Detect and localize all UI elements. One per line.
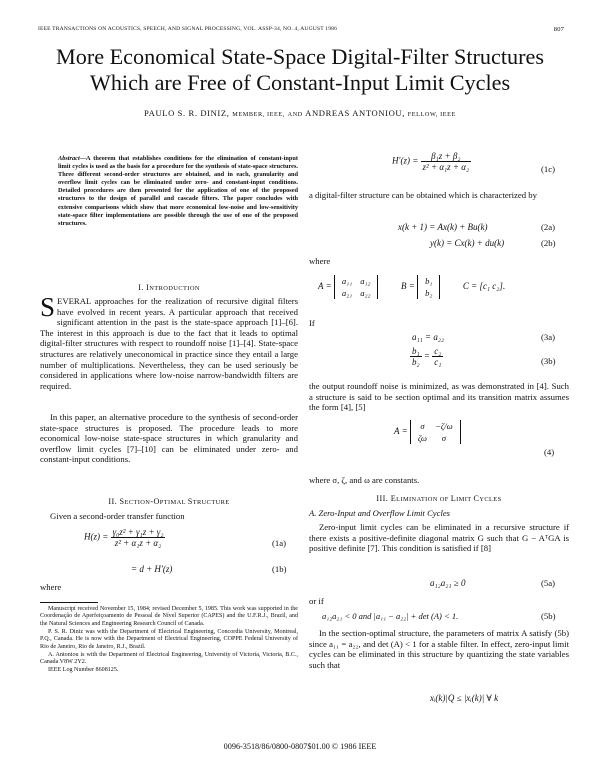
matrix-a-entry: a₁₁ (341, 276, 353, 286)
section-3-cap-1: E (390, 494, 397, 503)
equation-2b-number: (2b) (541, 238, 556, 248)
matrix-a (334, 275, 379, 299)
section-1-para-1 (40, 292, 298, 391)
eq-3b-fraction-2 (432, 346, 443, 367)
eq-1a-numerator: γ₀z² + γ₁z + γ₂ (112, 527, 164, 537)
running-header (38, 26, 564, 36)
section-3-rest-2: IMIT (456, 496, 474, 503)
section-3-rest-1: LIMINATION OF (396, 496, 451, 503)
matrix-a2 (410, 420, 461, 444)
section-3-cap-3: C (473, 494, 480, 503)
equation-2a-number: (2a) (541, 222, 555, 232)
section-2-rest-3: TRUCTURE (192, 499, 230, 506)
eq-1a-lhs: H(z) = (84, 531, 109, 542)
section-2-rest-1: ECTION (124, 499, 151, 506)
equation-4 (394, 420, 461, 444)
matrix-a2-label: A = (394, 426, 408, 437)
author-and: AND (287, 111, 303, 118)
eq-3b-num-2: c₂ (434, 346, 442, 356)
equation-3b-number: (3b) (541, 356, 556, 366)
footnote-log: IEEE Log Number 8608125. (48, 667, 119, 674)
title-line-1: More Economical State-Space Digital-Filter Structures (56, 44, 544, 69)
section-2-rest-2: PTIMAL (159, 499, 188, 506)
eq-3b-num-1: b₁ (412, 346, 420, 356)
equation-2a: x(k + 1) = Ax(k) + Bu(k) (398, 222, 488, 232)
where-right: where (309, 256, 331, 266)
abstract (58, 155, 298, 228)
section-3-number: III. (376, 494, 389, 503)
eq-1c-denominator: z² + α₁z + α₂ (422, 162, 470, 172)
matrix-b (417, 275, 440, 299)
equation-1b-number: (1b) (272, 564, 287, 574)
matrix-b-entry: b₂ (425, 288, 433, 298)
page-number: 807 (553, 26, 564, 33)
eq-3b-fraction-1 (410, 346, 422, 367)
eq-1c-fraction (421, 151, 472, 172)
equation-5b: a₁₂a₂₁ < 0 and |a₁₁ − a₂₂| + det (A) < 1. (322, 611, 459, 621)
section-2-cap-2: -O (150, 497, 160, 506)
matrix-a-entry: a₂₁ (341, 288, 353, 298)
matrix-a2-entry: −ζ/ω (434, 421, 453, 431)
footnote-antoniou: A. Antoniou is with the Department of Electrical Engineering, University of Victoria, Victoria, B.C., Canada V8W 2Y2. (40, 651, 298, 666)
matrix-b-row (421, 275, 436, 287)
matrix-a2-row (414, 432, 457, 444)
if-text: If (309, 318, 315, 328)
equation-3b (410, 346, 443, 367)
subsection-a-heading: A. Zero-Input and Overflow Limit Cycles (309, 508, 450, 518)
author-2-grade: FELLOW, IEEE (407, 111, 456, 118)
author-1: PAULO S. R. DINIZ, (144, 108, 230, 118)
equation-5a-number: (5a) (541, 578, 555, 588)
eq-3b-equals: = (423, 350, 430, 361)
section-3-cap-2: L (450, 494, 457, 503)
title-line-2: Which are Free of Constant-Input Limit Cycles (89, 70, 511, 95)
right-text-4: Zero-input limit cycles can be eliminated in a recursive structure if there exists a positive-definite diagonal matrix G such that G − AᵀGA is positive definite [7]. This condition is satisfied if [8] (309, 522, 569, 554)
matrix-a-entry: a₁₂ (360, 276, 371, 286)
matrix-c-definition: C = [c₁ c₂]. (462, 281, 506, 292)
section-3-rest-3: YCLES (479, 496, 502, 503)
section-1-number: I. (138, 283, 144, 292)
footnote (40, 606, 298, 675)
section-1-cap: I (146, 283, 150, 292)
equation-2b: y(k) = Cx(k) + du(k) (430, 238, 505, 248)
or-if-text: or if (309, 596, 324, 606)
author-2: ANDREAS ANTONIOU, (305, 108, 405, 118)
section-2-intro: Given a second-order transfer function (50, 511, 185, 521)
section-1-para-2: In this paper, an alternative procedure to the synthesis of second-order state-space structures is proposed. The procedure leads to more economical low-noise state-space structures in which granularity and overflow limit cycles [7]–[10] can be eliminated under zero- and constant-input conditions. (40, 412, 298, 465)
author-1-grade: MEMBER, IEEE, (232, 111, 285, 118)
equation-5b-number: (5b) (541, 611, 556, 621)
matrix-a-row (338, 275, 375, 287)
matrix-a2-entry: σ (441, 433, 446, 443)
equation-3a: a₁₁ = a₂₂ (412, 332, 445, 342)
equation-1a (84, 527, 165, 548)
footnote-diniz: P. S. R. Diniz was with the Department of Electrical Engineering, Concordia University, Montreal, P.Q., Canada. He is now with the Department of Electrical Engineering, COPPE Federal University of Rio de Janeiro, Rio de Janeiro, R.J., Brazil. (40, 628, 298, 650)
equation-5a: a₁₂a₂₁ ≥ 0 (430, 578, 466, 588)
section-2-cap-3: S (187, 497, 193, 506)
eq-1a-fraction (111, 527, 166, 548)
section-1-para-1-text: EVERAL approaches for the realization of recursive digital filters have evolved in recent years. A particular approach that received significant attention in the past is the state-space approach [1]–[6]. The interest in this approach is due to the fact that it leads to optimal digital-filter structures with respect to roundoff noise [1]–[4]. State-space structures are relatively uneconomical in practice since they entail a large number of multiplications. Nevertheless, they can be used seriously be considered in applications where low-noise narrow-bandwidth filters are required. (40, 296, 298, 391)
abstract-text: —A theorem that establishes conditions for the elimination of constant-input limit cycles is used as the basis for a procedure for the synthesis of state-space structures. Three different second-order structures are obtained, and in each, granularity and overflow limit cycles can be eliminated under zero- and constant-input conditions. Detailed procedures are then presented for the application of one of the proposed structures to the design of parallel and cascade filters. The paper concludes with extensive comparisons which show that more economical low-noise and low-sensitivity state-space filter implementations are possible through the use of one of the proposed structures. (58, 155, 298, 227)
matrix-definitions (318, 275, 505, 299)
where-left: where (40, 582, 62, 592)
equation-4-number: (4) (544, 447, 555, 457)
abstract-lead: Abstract (58, 155, 80, 162)
section-2-number: II. (108, 497, 118, 506)
equation-1c-number: (1c) (541, 164, 555, 174)
matrix-b-entry: b₁ (425, 276, 433, 286)
matrix-a-entry: a₂₂ (360, 288, 371, 298)
equation-6: xᵢ(k)|Q ≤ |xᵢ(k)| ∀ k (430, 693, 499, 703)
matrix-a2-entry: σ (420, 421, 425, 431)
section-1-heading (40, 283, 298, 292)
equation-1b: = d + H′(z) (131, 564, 173, 574)
footnote-received: Manuscript received November 15, 1984; revised December 5, 1985. This work was supported in the Coordenação de Aperfeiçoamento de Pessoal de Nível Superior (CAPES) and the U.F.R.J., Brazil, and the Natural Sciences and Engineering Research Council of Canada. (40, 606, 298, 627)
equation-1c (392, 151, 471, 172)
matrix-b-label: B = (400, 281, 415, 292)
eq-1c-lhs: H′(z) = (392, 155, 419, 166)
footnote-rule (40, 602, 98, 603)
copyright-line: 0096-3518/86/0800-0807$01.00 © 1986 IEEE (223, 742, 377, 751)
journal-running-title: IEEE TRANSACTIONS ON ACOUSTICS, SPEECH, AND SIGNAL PROCESSING, VOL. ASSP-34, NO. 4, AUGUST 1986 (38, 26, 338, 32)
eq-1a-denominator: z² + α₁z + α₂ (114, 538, 162, 548)
right-text-2: the output roundoff noise is minimized, as was demonstrated in [4]. Such a structure is said to be section optimal and its transition matrix assumes the form [4], [5] (309, 381, 569, 413)
equation-1a-number: (1a) (272, 538, 286, 548)
right-text-5: In the section-optimal structure, the parameters of matrix A satisfy (5b) since a₁₁ = a₂₂, and det (A) < 1 for a stable filter. In effect, zero-input limit cycles can be eliminated in this structure by quantizing the state variables such that (309, 628, 569, 670)
section-2-cap-1: S (119, 497, 125, 506)
section-3-heading (309, 494, 569, 503)
section-1-rest: NTRODUCTION (149, 285, 200, 292)
section-2-heading (40, 497, 298, 506)
eq-1c-numerator: β₁z + β₂ (421, 151, 472, 162)
equation-3a-number: (3a) (541, 332, 555, 342)
matrix-a-row (338, 287, 375, 299)
matrix-a-label: A = (318, 281, 332, 292)
matrix-a2-entry: ζω (417, 433, 427, 443)
author-line (30, 108, 570, 118)
eq-3b-den-1: b₂ (412, 357, 420, 367)
right-text-1: a digital-filter structure can be obtained which is characterized by (309, 190, 537, 200)
drop-cap: S (40, 292, 56, 322)
eq-3b-den-2: c₁ (434, 357, 442, 367)
matrix-b-row (421, 287, 436, 299)
right-text-3: where σ, ζ, and ω are constants. (309, 475, 420, 485)
paper-title (20, 44, 580, 96)
matrix-a2-row (414, 420, 457, 432)
